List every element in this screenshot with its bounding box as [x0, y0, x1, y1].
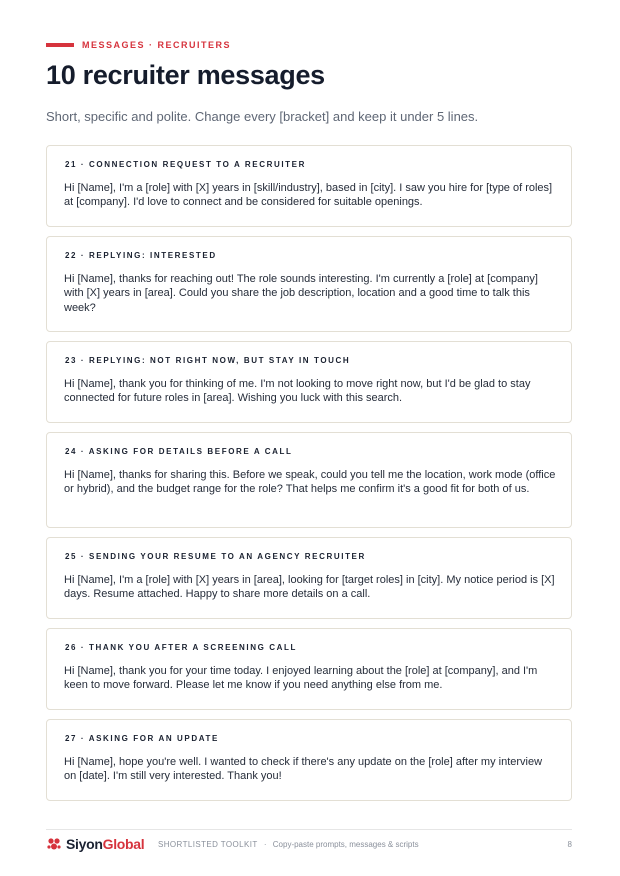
card-heading: 27 · ASKING FOR AN UPDATE	[65, 734, 219, 743]
card-heading: 24 · ASKING FOR DETAILS BEFORE A CALL	[65, 447, 293, 456]
card-message: Hi [Name], I'm a [role] with [X] years in [skill/industry], based in [city]. I saw you hire for [type of roles] at [company]. I'd love to connect and be considered for suitable openings.	[64, 182, 553, 209]
message-card	[46, 341, 572, 423]
card-heading: 25 · SENDING YOUR RESUME TO AN AGENCY RECRUITER	[65, 552, 366, 561]
message-card	[46, 432, 572, 528]
card-heading: 22 · REPLYING: INTERESTED	[65, 251, 217, 260]
message-card	[46, 537, 572, 619]
footer-brand: SHORTLISTED TOOLKIT	[158, 840, 258, 849]
card-heading: 21 · CONNECTION REQUEST TO A RECRUITER	[65, 160, 306, 169]
page-title: 10 recruiter messages	[46, 60, 325, 90]
eyebrow-label: MESSAGES · RECRUITERS	[82, 40, 232, 50]
logo-wordmark-global: Global	[102, 836, 145, 852]
card-message: Hi [Name], hope you're well. I wanted to check if there's any update on the [role] after my interview on [date]. I'm still very interested. Thank you!	[64, 756, 543, 783]
footer-divider	[46, 829, 572, 830]
footer-logo	[46, 836, 144, 852]
message-card	[46, 719, 572, 801]
page-subtitle: Short, specific and polite. Change every [bracket] and keep it under 5 lines.	[46, 109, 479, 124]
card-message: Hi [Name], thank you for thinking of me. I'm not looking to move right now, but I'd be glad to stay connected for future roles in [area]. Wishing you luck with this search.	[64, 378, 531, 405]
message-card	[46, 628, 572, 710]
card-heading: 26 · THANK YOU AFTER A SCREENING CALL	[65, 643, 297, 652]
card-message: Hi [Name], thank you for your time today. I enjoyed learning about the [role] at [company], and I'm keen to move forward. Please let me know if you need anything else from me.	[64, 665, 538, 692]
logo-mark-icon	[46, 836, 62, 852]
message-card	[46, 236, 572, 332]
footer-caption	[158, 840, 419, 849]
card-message: Hi [Name], thanks for sharing this. Before we speak, could you tell me the location, work mode (office or hybrid), and the budget range for the role? That helps me confirm it's a good fit for both of us.	[64, 469, 556, 496]
page-number: 8	[567, 840, 572, 849]
logo-wordmark-siyon: Siyon	[66, 836, 103, 852]
footer-separator: ·	[263, 840, 267, 849]
card-message: Hi [Name], I'm a [role] with [X] years in [area], looking for [target roles] in [city]. My notice period is [X] days. Resume attached. Happy to share more details on a call.	[64, 574, 555, 601]
message-card	[46, 145, 572, 227]
eyebrow-accent-bar	[46, 43, 74, 47]
footer-description: Copy-paste prompts, messages & scripts	[272, 840, 419, 849]
card-heading: 23 · REPLYING: NOT RIGHT NOW, BUT STAY IN TOUCH	[65, 356, 351, 365]
card-message: Hi [Name], thanks for reaching out! The role sounds interesting. I'm currently a [role] at [company] with [X] years in [area]. Could you share the job description, location and a good time to talk this week?	[64, 273, 538, 314]
eyebrow	[46, 40, 231, 50]
